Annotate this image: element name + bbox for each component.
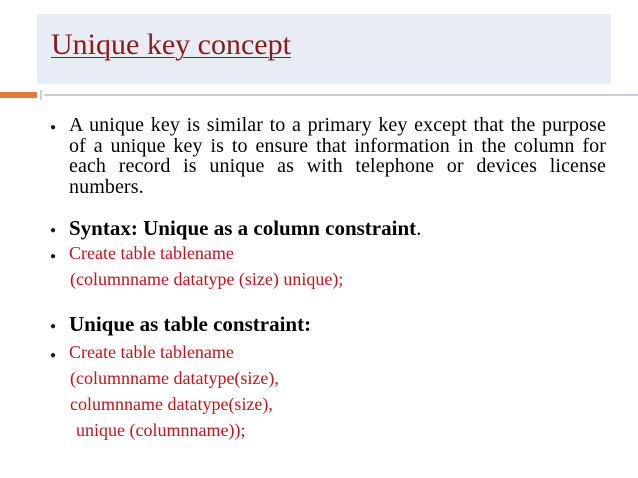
syntax-heading <box>69 216 421 241</box>
bullet-dot: ● <box>50 225 57 236</box>
syntax-heading-text: Syntax: Unique as a column constraint <box>69 216 417 240</box>
table-constraint-heading: Unique as table constraint: <box>69 312 312 336</box>
slide-title: Unique key concept <box>51 28 291 61</box>
bullet-dot: ● <box>50 350 57 361</box>
accent-bar <box>0 92 37 98</box>
code2-line1: Create table tablename <box>69 342 234 362</box>
bullet-dot: ● <box>50 321 57 332</box>
bullet-dot: ● <box>50 122 57 133</box>
code2-line2: (columnname datatype(size), <box>70 368 279 388</box>
divider-line <box>44 94 638 96</box>
bullet-dot: ● <box>50 251 57 262</box>
code2-line3: columnname datatype(size), <box>70 394 273 414</box>
code1-line1: Create table tablename <box>69 243 234 263</box>
syntax-heading-period: . <box>416 216 422 240</box>
code2-line4: unique (columnname)); <box>76 420 246 440</box>
rule-separator <box>40 90 42 100</box>
code1-line2: (columnname datatype (size) unique); <box>70 269 344 289</box>
definition-paragraph: A unique key is similar to a primary key except that the purpose of a unique key is to ensure that information in the column for each record is unique as with telephone or devices license numbers. <box>69 114 606 198</box>
